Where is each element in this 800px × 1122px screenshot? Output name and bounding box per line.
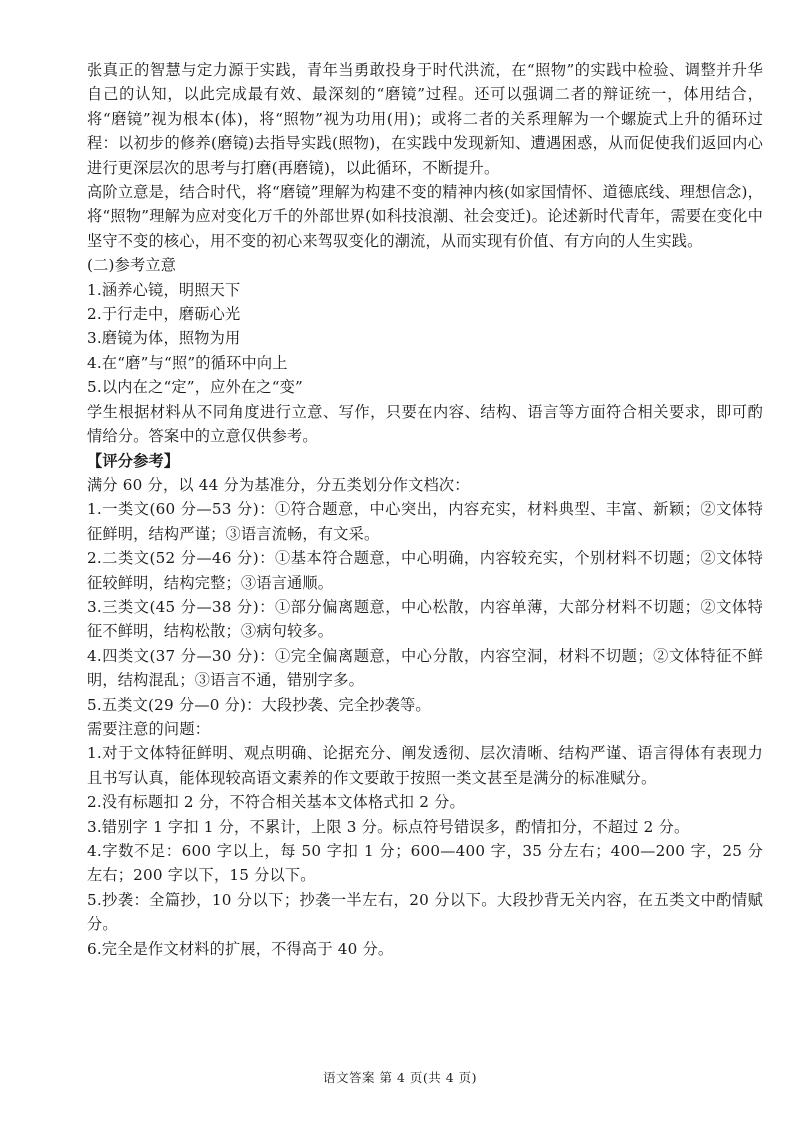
page-footer: 语文答案 第 4 页(共 4 页) <box>322 1070 478 1085</box>
paragraph-grading-note: 学生根据材料从不同角度进行立意、写作，只要在内容、结构、语言等方面符合相关要求，即可酌情给分。答案中的立意仅供参考。 <box>87 402 763 446</box>
note-item: 5.抄袭：全篇抄，10 分以下；抄袭一半左右，20 分以下。大段抄背无关内容，在五类文中酌情赋分。 <box>87 890 763 934</box>
grade-level-item: 2.二类文(52 分—46 分)：①基本符合题意，中心明确，内容较充实，个别材料不切题；②文体特征较鲜明，结构完整；③语言通顺。 <box>87 549 763 592</box>
note-item: 4.字数不足：600 字以上，每 50 字扣 1 分；600—400 字，35 分左右；400—200 字，25 分左右；200 字以下，15 分以下。 <box>87 842 763 885</box>
note-item: 3.错别字 1 字扣 1 分，不累计，上限 3 分。标点符号错误多，酌情扣分，不超过 2 分。 <box>87 817 690 836</box>
paragraph-practice-continued: 张真正的智慧与定力源于实践，青年当勇敢投身于时代洪流，在“照物”的实践中检验、调整并升华自己的认知，以此完成最有效、最深刻的“磨镜”过程。还可以强调二者的辩证统一，体用结合，将“磨镜”视为根本(体)，将“照物”视为功用(用)；或将二者的关系理解为一个螺旋式上升的循环过程：以初步的修养(磨镜)去指导实践(照物)，在实践中发现新知、遭遇困惑，从而促使我们返回内心进行更深层次的思考与打磨(再磨镜)，以此循环，不断提升。 <box>87 61 763 177</box>
reference-idea-item: 1.涵养心镜，明照天下 <box>87 280 241 299</box>
section-heading-reference-ideas: (二)参考立意 <box>87 256 177 275</box>
scoring-reference-heading: 【评分参考】 <box>87 451 180 470</box>
reference-idea-item: 4.在“磨”与“照”的循环中向上 <box>87 353 288 372</box>
reference-idea-item: 5.以内在之“定”，应外在之“变” <box>87 378 304 397</box>
note-item: 1.对于文体特征鲜明、观点明确、论据充分、阐发透彻、层次清晰、结构严谨、语言得体有表现力且书写认真，能体现较高语文素养的作文要敢于按照一类文甚至是满分的标准赋分。 <box>87 744 763 787</box>
reference-idea-item: 2.于行走中，磨砺心光 <box>87 305 241 324</box>
note-item: 2.没有标题扣 2 分，不符合相关基本文体格式扣 2 分。 <box>87 793 465 812</box>
reference-idea-item: 3.磨镜为体，照物为用 <box>87 329 241 348</box>
scoring-intro: 满分 60 分，以 44 分为基准分，分五类划分作文档次： <box>87 475 470 494</box>
notes-heading: 需要注意的问题： <box>87 719 211 738</box>
grade-level-item: 3.三类文(45 分—38 分)：①部分偏离题意，中心松散，内容单薄，大部分材料不切题；②文体特征不鲜明，结构松散；③病句较多。 <box>87 597 763 641</box>
paragraph-advanced-idea: 高阶立意是，结合时代，将“磨镜”理解为构建不变的精神内核(如家国情怀、道德底线、理想信念)，将“照物”理解为应对变化万千的外部世界(如科技浪潮、社会变迁)。论述新时代青年，需要在变化中坚守不变的核心，用不变的初心来驾驭变化的潮流，从而实现有价值、有方向的人生实践。 <box>87 183 763 250</box>
note-item: 6.完全是作文材料的扩展，不得高于 40 分。 <box>87 939 394 958</box>
answer-content <box>87 58 763 961</box>
grade-level-item: 5.五类文(29 分—0 分)：大段抄袭、完全抄袭等。 <box>87 695 431 714</box>
grade-level-item: 1.一类文(60 分—53 分)：①符合题意，中心突出，内容充实，材料典型、丰富、新颖；②文体特征鲜明，结构严谨；③语言流畅，有文采。 <box>87 500 763 543</box>
grade-level-item: 4.四类文(37 分—30 分)：①完全偏离题意，中心分散，内容空洞，材料不切题；②文体特征不鲜明，结构混乱；③语言不通，错别字多。 <box>87 646 763 690</box>
